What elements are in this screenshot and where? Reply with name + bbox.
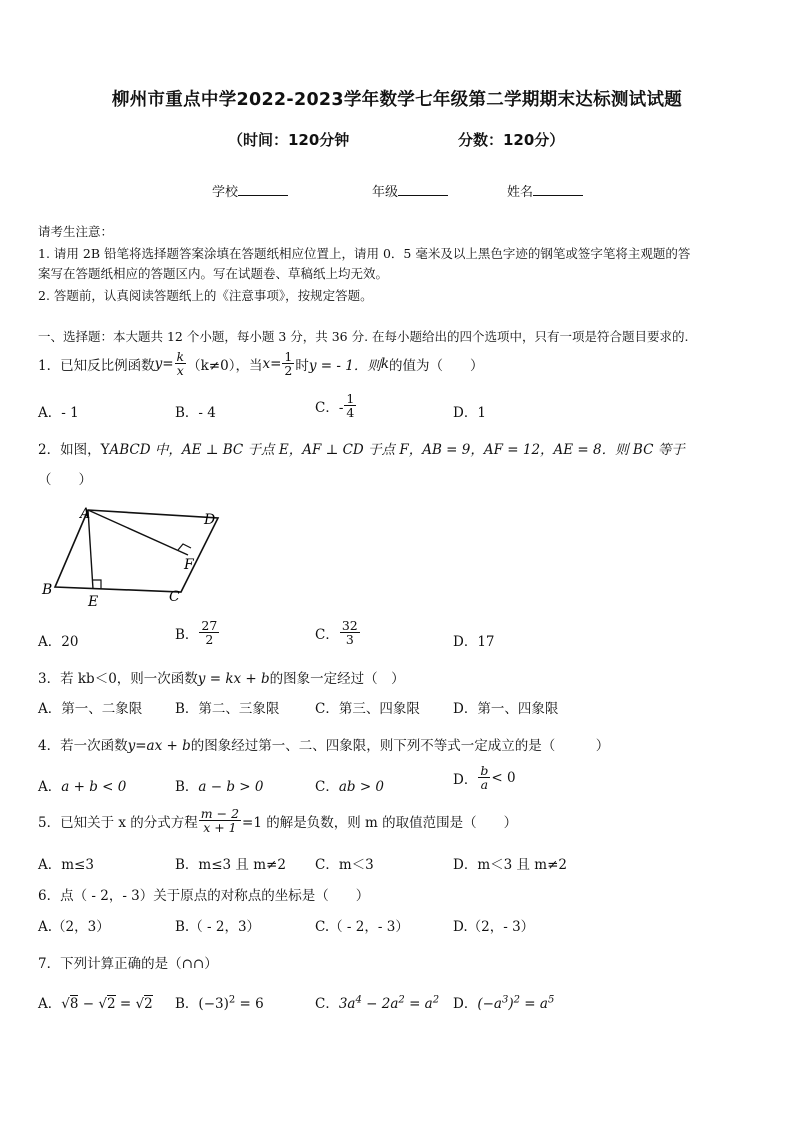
q2-c-num: 32 [341, 618, 358, 633]
question-3 [38, 667, 405, 687]
q7-c-e3: 2 [432, 994, 440, 1006]
grade-label: 年级 [372, 185, 399, 200]
q7-d-label: D． [453, 996, 478, 1012]
q7-d-e3: 5 [547, 994, 555, 1006]
q7-a-rad3: 2 [144, 996, 153, 1012]
q3-function: y = kx + b [197, 671, 270, 687]
question-6: 6．点（ - 2，- 3）关于原点的对称点的坐标是（ ） [38, 888, 370, 904]
label-e: E [88, 594, 99, 610]
q7-option-a[interactable]: A．√8 − √2 = √2 [38, 996, 153, 1012]
question-2 [38, 438, 685, 458]
q2-paren: （ ） [38, 472, 92, 488]
q7-a-label: A． [38, 996, 62, 1012]
q1-num: k [176, 349, 185, 364]
q2-option-a[interactable]: A．20 [38, 634, 79, 650]
q1-y: y [154, 355, 163, 372]
q1-stem: 1．已知反比例函数 [38, 357, 155, 374]
q4-d-fraction [478, 764, 490, 791]
right-angle-f [178, 544, 191, 550]
q6-option-c[interactable]: C.（ - 2，- 3） [315, 919, 409, 935]
notice-line2: 2. 答题前，认真阅读答题纸上的《注意事项》，按规定答题。 [38, 288, 373, 303]
section-heading: 一、选择题：本大题共 12 个小题，每小题 3 分，共 36 分. 在每小题给出的四个选项中，只有一项是符合题目要求的. [38, 329, 689, 344]
q5-option-c[interactable]: C．m＜3 [315, 857, 374, 873]
q7-a-rad2: 2 [106, 996, 116, 1012]
exam-score: 分数：120分） [458, 131, 565, 149]
name-label: 姓名 [507, 185, 534, 200]
q7-c-t2: − 2a [361, 996, 399, 1012]
q3-option-c[interactable]: C．第三、四象限 [315, 701, 420, 717]
q5-option-b[interactable]: B．m≤3 且 m≠2 [175, 857, 286, 873]
q4-d-num: b [480, 763, 489, 778]
label-a: A [80, 506, 91, 522]
label-c: C [169, 589, 180, 605]
label-f: F [184, 557, 194, 573]
parallelogram-abcd [55, 510, 218, 592]
q7-d-t1: (−a [477, 996, 502, 1012]
q2-option-c[interactable] [315, 619, 361, 646]
q1-cond: （k≠0），当 [187, 357, 263, 374]
q5-option-a[interactable]: A．m≤3 [38, 857, 94, 873]
q2-b-den: 2 [205, 632, 214, 648]
q5-num: m − 2 [200, 806, 240, 821]
q3-option-d[interactable]: D．第一、四象限 [453, 701, 559, 717]
q7-b-label: B． [175, 996, 199, 1012]
q1-c-num: 1 [346, 391, 355, 406]
q7-option-c[interactable] [315, 992, 439, 1012]
q4-stem: 4．若一次函数 [38, 738, 128, 754]
label-d: D [204, 512, 216, 528]
q7-d-e2: 2 [513, 994, 520, 1006]
q5-option-d[interactable]: D．m＜3 且 m≠2 [453, 857, 567, 873]
q5-stem: 5．已知关于 x 的分式方程 [38, 814, 198, 831]
grade-blank [398, 183, 448, 196]
q4-a-label: A． [38, 779, 62, 795]
q1-option-a[interactable]: A．- 1 [38, 405, 79, 421]
q7-c-t1: 3a [338, 996, 356, 1012]
q3-tail: 的图象一定经过（ ） [269, 671, 405, 687]
q7-a-rad1: 8 [69, 996, 79, 1012]
q4-b-expr: a − b > 0 [198, 779, 264, 795]
q1-x: x [262, 355, 271, 372]
q2-c-den: 3 [345, 632, 354, 648]
notice-line1b: 案写在答题纸相应的答题区内。写在试题卷、草稿纸上均无效。 [38, 266, 389, 281]
q1-p2: 时 [295, 357, 309, 374]
q7-c-e1: 4 [355, 994, 362, 1006]
q6-option-d[interactable]: D.（2，- 3） [453, 919, 535, 935]
q2-b-fraction [199, 619, 219, 646]
q4-b-label: B． [175, 779, 199, 795]
q3-option-a[interactable]: A．第一、二象限 [38, 701, 143, 717]
q2-body: ABCD 中，AE ⊥ BC 于点 E，AF ⊥ CD 于点 F，AB = 9，AF = 12，AE = 8．则 BC 等于 [109, 442, 685, 458]
q1-option-b[interactable]: B．- 4 [175, 405, 216, 421]
q1-half-num: 1 [284, 349, 293, 364]
q2-para-symbol: Y [100, 442, 110, 458]
q4-option-c[interactable] [315, 775, 384, 795]
q1-p4: 的值为（ ） [389, 357, 484, 374]
q3-stem: 3．若 kb＜0，则一次函数 [38, 671, 198, 687]
q2-b-num: 27 [201, 618, 218, 633]
q2-c-label: C． [315, 626, 339, 643]
q4-function: y=ax + b [127, 738, 191, 754]
segment-af [88, 510, 188, 555]
q4-tail: 的图象经过第一、二、四象限，则下列不等式一定成立的是（ ） [190, 738, 610, 754]
question-1 [38, 350, 484, 377]
name-field [507, 181, 583, 200]
q1-c-den: 4 [346, 405, 355, 421]
school-label: 学校 [212, 185, 239, 200]
q4-option-b[interactable] [175, 775, 264, 795]
q2-b-label: B． [175, 626, 199, 643]
label-b: B [42, 582, 53, 598]
q1-option-d[interactable]: D．1 [453, 405, 486, 421]
name-blank [533, 183, 583, 196]
q7-option-d[interactable] [453, 992, 554, 1012]
q5-tail: =1 的解是负数，则 m 的取值范围是（ ） [242, 814, 518, 831]
q1-half-den: 2 [284, 363, 293, 379]
school-field [212, 181, 288, 200]
q6-option-a[interactable]: A.（2，3） [38, 919, 110, 935]
question-4 [38, 734, 609, 754]
notice-line1a: 1. 请用 2B 铅笔将选择题答案涂填在答题纸相应位置上，请用 0．5 毫米及以上黑色字迹的钢笔或签字笔将主观题的答 [38, 246, 691, 261]
q2-option-b[interactable] [175, 619, 220, 646]
q7-d-e1: 3 [501, 994, 509, 1006]
q4-c-label: C． [315, 779, 339, 795]
q7-a-minus: − [78, 996, 99, 1012]
q4-d-label: D． [453, 771, 478, 788]
q1-c-fraction [344, 392, 356, 419]
q7-d-close: ) [508, 996, 514, 1012]
q2-stem: 2．如图， [38, 442, 101, 458]
q6-option-b[interactable]: B.（ - 2，3） [175, 919, 261, 935]
q7-c-e2: 2 [398, 994, 405, 1006]
q7-option-b[interactable] [175, 992, 264, 1012]
q1-eq2: = [270, 355, 282, 372]
school-blank [238, 183, 288, 196]
q1-p3: y = - 1．则 [308, 357, 381, 374]
parallelogram-figure [38, 500, 228, 610]
q1-k: k [380, 355, 390, 372]
q7-b-eq: = 6 [235, 996, 264, 1012]
q4-d-den: a [480, 777, 489, 793]
q4-d-tail: < 0 [491, 769, 516, 786]
q3-option-b[interactable]: B．第二、三象限 [175, 701, 280, 717]
q7-a-eq: = [115, 996, 136, 1012]
page-title: 柳州市重点中学2022-2023学年数学七年级第二学期期末达标测试试题 [111, 90, 683, 110]
q7-b-base: (−3) [198, 996, 229, 1012]
q5-den: x + 1 [203, 820, 237, 836]
q7-d-t3: = a [520, 996, 548, 1012]
exam-time: （时间：120分钟 [228, 131, 350, 149]
q1-option-c[interactable] [315, 392, 357, 419]
notice-heading: 请考生注意： [38, 224, 114, 239]
q7-c-t3: = a [404, 996, 433, 1012]
q2-option-d[interactable]: D．17 [453, 634, 495, 650]
q1-fraction [175, 350, 187, 377]
question-7: 7．下列计算正确的是（∩∩） [38, 956, 218, 972]
q7-b-exp: 2 [228, 994, 236, 1006]
question-5 [38, 807, 517, 834]
q4-option-d[interactable] [453, 764, 516, 791]
q4-option-a[interactable] [38, 775, 126, 795]
q4-c-expr: ab > 0 [338, 779, 385, 795]
q1-half [282, 350, 294, 377]
q1-c-label: C．- [315, 399, 344, 416]
right-angle-e [93, 580, 101, 589]
q1-eq: = [162, 355, 174, 372]
q7-c-label: C． [315, 996, 339, 1012]
q1-den: x [176, 363, 184, 379]
q4-a-expr: a + b < 0 [61, 779, 127, 795]
q2-c-fraction [340, 619, 360, 646]
q5-fraction [199, 807, 241, 834]
grade-field [372, 181, 448, 200]
